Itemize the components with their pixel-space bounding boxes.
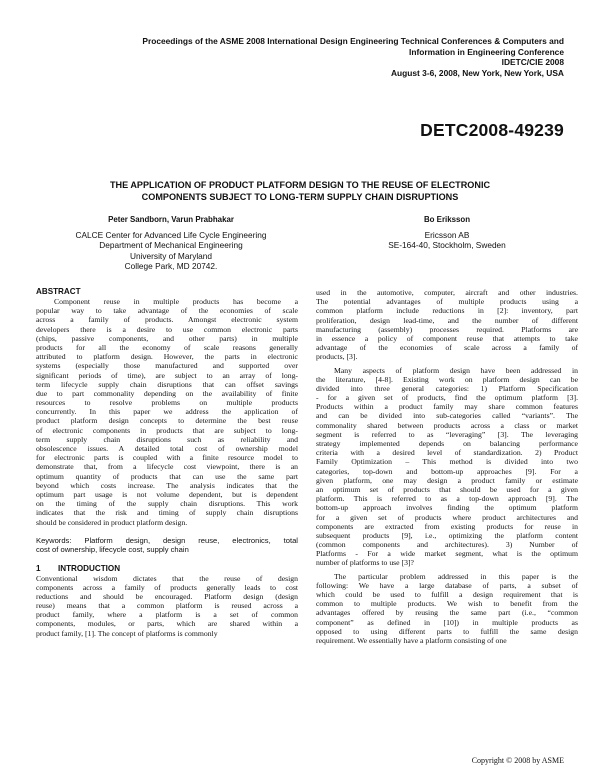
author-block-left xyxy=(36,215,306,272)
text-line: platform. This is referred to as a top-down approach [9]. The xyxy=(316,494,578,504)
text-line: used in the automotive, computer, aircraft and other industries. xyxy=(316,288,578,297)
text-line: subsequent products [9], i.e., optimizing the platform content xyxy=(316,530,578,540)
text-line: products, [3]. xyxy=(316,352,358,362)
text-line: systems (especially those manufactured and supported over xyxy=(36,361,298,371)
text-line: bottom-up approach involves finding the optimum platform xyxy=(316,503,578,513)
author-names: Bo Eriksson xyxy=(423,215,471,224)
affiliation-line: CALCE Center for Advanced Life Cycle Engineering xyxy=(75,230,267,240)
text-line: cost of ownership, lifecycle cost, supply chain xyxy=(36,545,189,555)
author-block-right xyxy=(330,215,564,251)
text-line: segment is referred to as “leveraging” [3]. The leveraging xyxy=(316,429,578,439)
author-names: Peter Sandborn, Varun Prabhakar xyxy=(108,215,234,224)
text-line: concurrently. In this paper we address the application of xyxy=(36,407,298,417)
conference-header xyxy=(44,36,564,78)
abstract-heading: ABSTRACT xyxy=(36,287,81,296)
text-line: on the timing of the supply chain disruptions. This work xyxy=(36,499,298,509)
conference-line: Proceedings of the ASME 2008 International Design Engineering Technical Conferences & Computers and xyxy=(142,36,564,46)
title-line: THE APPLICATION OF PRODUCT PLATFORM DESIGN TO THE REUSE OF ELECTRONIC xyxy=(109,180,491,190)
text-line: divided into three general categories: 1) Platform Specification xyxy=(316,383,578,393)
text-line: advantage of the economies of scale across a family of xyxy=(316,343,578,353)
text-line: opposed to using different parts to fulfill the same design xyxy=(316,626,578,636)
text-line: advantages offered by reusing the same part (i.e., “common xyxy=(316,608,578,618)
text-line: requirement. We essentially have a platform consisting of one xyxy=(316,635,507,645)
text-line: the literature, [4-8]. Existing work on platform design can be xyxy=(316,374,578,384)
text-line: product platform design concepts to determine the best reuse xyxy=(36,416,298,426)
text-line: should be considered in product platform design. xyxy=(36,517,188,527)
text-line: products for all the economy of scale reasons generally xyxy=(36,342,298,352)
text-line: in essence a policy of component reuse that attempts to take xyxy=(316,333,578,343)
introduction-heading xyxy=(36,564,298,574)
text-line: term supply chain disruptions such as reliability and xyxy=(36,434,298,444)
affiliation-line: University of Maryland xyxy=(129,250,213,261)
title-line: COMPONENTS SUBJECT TO LONG-TERM SUPPLY CHAIN DISRUPTIONS xyxy=(141,191,459,202)
affiliation-line: College Park, MD 20742. xyxy=(124,261,218,272)
text-line: an optimum set of products that should be used for a given xyxy=(316,484,578,494)
text-line: manufacturing (assembly) processes required. Platforms are xyxy=(316,324,578,334)
text-line: attributed to platform design. However, the parts in electronic xyxy=(36,352,298,362)
text-line: categories, top-down and bottom-up approaches [9]. For a xyxy=(316,466,578,476)
right-column xyxy=(316,288,578,645)
affiliation-line: SE-164-40, Stockholm, Sweden xyxy=(388,240,506,251)
text-line: significant periods of time), are subject to an array of long- xyxy=(36,370,298,380)
text-line: optimum quantity of products that can use the same part xyxy=(36,471,298,481)
abstract-body xyxy=(36,297,298,527)
text-line: optimum part usage is not volume dependent, but is dependent xyxy=(36,489,298,499)
affiliation-line: Ericsson AB xyxy=(424,230,470,240)
text-line: common to multiple products. We wish to benefit from the xyxy=(316,599,578,609)
text-line: components are extracted from existing products for reuse in xyxy=(316,521,578,531)
copyright-notice: Copyright © 2008 by ASME xyxy=(471,756,564,765)
text-line: strategy implemented depends on balancing performance xyxy=(316,439,578,448)
text-line: of electronic components in products that are subject to long- xyxy=(36,425,298,435)
text-line: (common components and architectures). 3) Number of xyxy=(316,540,578,550)
text-line: demonstrate that, from a lifecycle cost viewpoint, there is an xyxy=(36,462,298,472)
text-line: given platform, one may design a product family or estimate xyxy=(316,475,578,485)
affiliation-line: Department of Mechanical Engineering xyxy=(99,240,243,251)
text-line: for a given set of products where product architectures and xyxy=(316,512,578,522)
text-line: (chips, passive components, and other parts) in multiple xyxy=(36,333,298,343)
text-line: proliferation, design lead-time, and the number of different xyxy=(316,315,578,325)
conference-line: August 3-6, 2008, New York, New York, USA xyxy=(391,67,564,78)
text-line: commonality shared between products across a class or market xyxy=(316,420,578,430)
text-line: developers there is a desire to use common electronic parts xyxy=(36,324,298,334)
text-line: Many aspects of platform design have been addressed in xyxy=(334,365,578,375)
text-line: obsolescence issues. A detailed total cost of ownership model xyxy=(36,444,298,453)
text-line: Keywords: Platform design, design reuse, electronics, total xyxy=(36,535,298,545)
text-line: components, modules, or parts, which are shared within a xyxy=(36,619,298,629)
text-line: product family, [1]. The concept of platforms is commonly xyxy=(36,628,218,638)
conference-line: Information in Engineering Conference xyxy=(409,46,564,57)
text-line: components across a family of products generally leads to cost xyxy=(36,582,298,592)
left-column xyxy=(36,287,298,638)
text-line: popular way to take advantage of the economies of scale xyxy=(36,306,298,316)
text-line: across a family of products. Amongst electronic system xyxy=(36,315,298,325)
text-line: and can be divided into sub-categories called “variants”. The xyxy=(316,411,578,421)
text-line: due to part commonality depending on the availability of finite xyxy=(36,388,298,398)
paper-id: DETC2008-49239 xyxy=(420,120,564,140)
text-line: product family, where a platform is a set of common xyxy=(36,610,298,620)
section-title: INTRODUCTION xyxy=(58,563,121,573)
text-line: beyond which costs increase. The analysis indicates that the xyxy=(36,480,298,490)
text-line: The particular problem addressed in this paper is the xyxy=(334,571,578,581)
text-line: component” as defined in [10]) in multiple products as xyxy=(316,617,578,627)
text-line: - for a given set of products, find the optimum platform [3]. xyxy=(316,393,578,403)
text-line: resources to resolve problems on multiple products xyxy=(36,398,298,408)
section-number: 1 xyxy=(36,563,41,573)
paper-title xyxy=(36,180,564,204)
text-line: for electronic parts is coupled with a finite resource model to xyxy=(36,453,298,463)
text-line: common platform include reductions in [2]: inventory, part xyxy=(316,306,578,316)
introduction-body xyxy=(36,574,298,638)
text-line: Products within a product family may share common features xyxy=(316,402,578,412)
text-line: Platforms - For a wide market segment, what is the optimum xyxy=(316,549,578,559)
text-line: Component reuse in multiple products has become a xyxy=(54,297,298,306)
text-line: Family Optimization – This method is divided into two xyxy=(316,457,578,467)
text-line: criteria with a desired level of standardization. 2) Product xyxy=(316,448,578,458)
keywords xyxy=(36,536,298,555)
text-line: reuse) means that a common platform is reused across a xyxy=(36,601,298,611)
text-line: reductions and should be encouraged. Platform design (design xyxy=(36,591,298,601)
text-line: number of platforms to use [3]? xyxy=(316,558,414,568)
text-line: indicates that the risk and timing of supply chain disruptions xyxy=(36,508,298,518)
text-line: The potential advantages of multiple products using a xyxy=(316,297,578,307)
text-line: which could be used to fulfill a design requirement that is xyxy=(316,590,578,599)
conference-line: IDETC/CIE 2008 xyxy=(501,57,564,68)
text-line: Conventional wisdom dictates that the reuse of design xyxy=(36,573,298,583)
text-line: following: We have a large database of parts, a subset of xyxy=(316,580,578,590)
text-line: term lifecycle supply chain disruptions that can offset savings xyxy=(36,379,298,389)
